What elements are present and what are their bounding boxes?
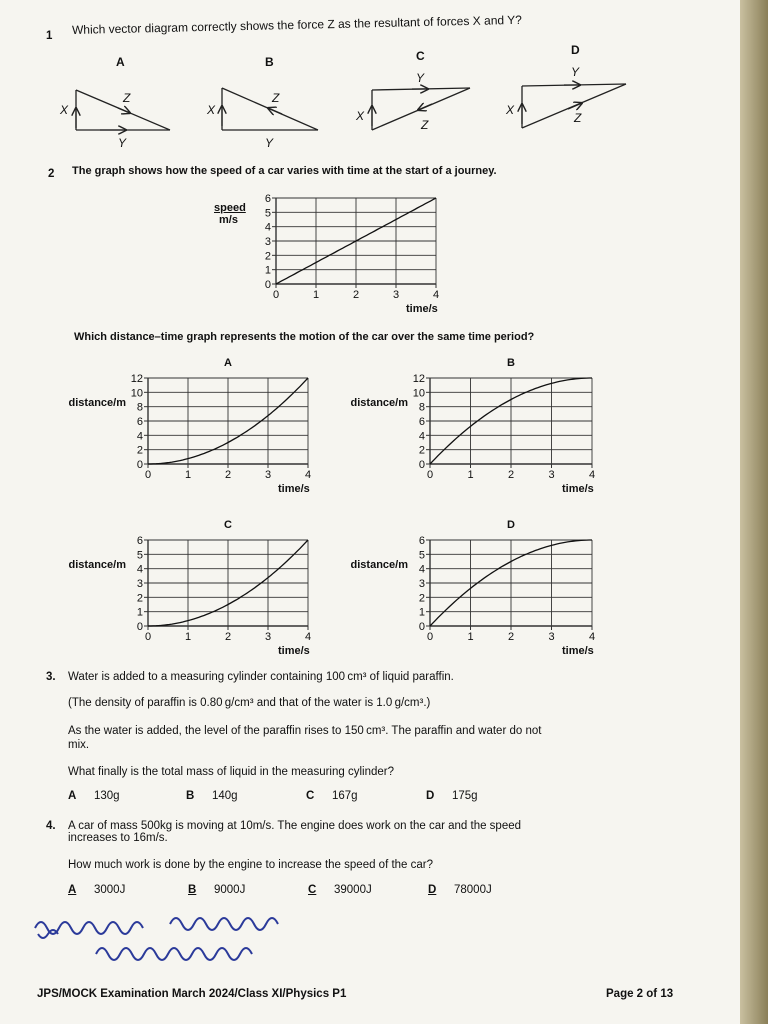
x-tick-label: 2 — [224, 469, 232, 481]
footer-exam-title: JPS/MOCK Examination March 2024/Class XI/Physics P1 — [37, 988, 347, 1000]
y-axis-label: distance/m — [68, 397, 126, 409]
y-axis-label: distance/m — [350, 559, 408, 571]
y-tick-label: 3 — [264, 236, 271, 248]
q4-number: 4. — [46, 820, 56, 832]
y-axis-label: distance/m — [350, 397, 408, 409]
y-tick-label: 3 — [418, 578, 425, 590]
q4-option-d[interactable]: D 78000J — [428, 884, 492, 896]
q1-option-label: B — [265, 55, 274, 69]
y-tick-label: 6 — [136, 535, 143, 547]
q4-option-a[interactable]: A 3000J — [68, 884, 126, 896]
q3-option-a[interactable]: A 130g — [68, 790, 120, 802]
x-axis-label: time/s — [278, 483, 310, 495]
q2-question: Which distance–time graph represents the motion of the car over the same time period? — [74, 331, 535, 343]
x-tick-label: 1 — [467, 631, 474, 643]
q4-question: How much work is done by the engine to increase the speed of the car? — [68, 859, 434, 871]
x-axis-label: time/s — [278, 645, 310, 657]
x-tick-label: 1 — [184, 469, 192, 481]
y-tick-label: 2 — [418, 592, 425, 605]
vector-label-y: Y — [265, 136, 274, 150]
y-tick-label: 6 — [418, 416, 425, 428]
q3-line3b: mix. — [68, 739, 90, 751]
y-tick-label: 0 — [264, 279, 271, 291]
chart-1 — [69, 357, 312, 495]
x-tick-label: 3 — [264, 631, 272, 643]
x-axis-label: time/s — [562, 645, 594, 657]
x-tick-label: 4 — [304, 469, 312, 481]
y-tick-label: 2 — [136, 444, 143, 457]
y-tick-label: 10 — [412, 387, 425, 400]
y-tick-label: 6 — [418, 535, 425, 547]
vector-label-y: Y — [118, 136, 127, 150]
q1-option-label: C — [416, 49, 425, 63]
y-tick-label: 8 — [418, 401, 425, 414]
y-tick-label: 4 — [418, 430, 425, 443]
y-tick-label: 5 — [136, 549, 143, 562]
y-tick-label: 6 — [264, 193, 271, 205]
x-tick-label: 0 — [144, 469, 152, 481]
y-tick-label: 8 — [136, 401, 143, 414]
q3-line2: (The density of paraffin is 0.80 g/cm³ and that of the water is 1.0 g/cm³.) — [68, 697, 431, 709]
vector-label-x: X — [207, 103, 216, 117]
y-tick-label: 4 — [264, 221, 271, 234]
q4-option-b[interactable]: B 9000J — [188, 884, 246, 896]
y-tick-label: 0 — [418, 621, 425, 633]
x-tick-label: 1 — [184, 631, 192, 643]
q1-option-label: A — [116, 55, 125, 69]
q1-option-label: D — [571, 43, 580, 57]
chart-title: B — [507, 357, 515, 369]
vector-label-z: Z — [272, 91, 280, 105]
y-tick-label: 1 — [264, 264, 271, 277]
speed-time-graph — [0, 188, 740, 318]
chart-title: D — [507, 519, 515, 531]
y-tick-label: 4 — [136, 563, 143, 576]
footer-page-number: Page 2 of 13 — [606, 988, 674, 1000]
y-tick-label: 0 — [136, 621, 143, 633]
x-tick-label: 3 — [548, 469, 555, 481]
x-tick-label: 4 — [432, 289, 440, 301]
y-tick-label: 1 — [136, 606, 143, 619]
q4-line2: increases to 16m/s. — [68, 832, 168, 844]
y-tick-label: 4 — [136, 430, 143, 443]
y-tick-label: 12 — [412, 373, 425, 385]
y-tick-label: 10 — [130, 387, 143, 400]
chart-title: C — [224, 519, 232, 531]
page-edge-background — [740, 0, 768, 1024]
y-tick-label: 5 — [418, 549, 425, 562]
x-axis-label: time/s — [406, 303, 438, 315]
vector-label-z: Z — [574, 111, 582, 125]
q1-number: 1 — [46, 30, 53, 42]
x-tick-label: 0 — [426, 469, 434, 481]
x-tick-label: 2 — [224, 631, 232, 643]
vector-label-x: X — [60, 103, 69, 117]
y-tick-label: 6 — [136, 416, 143, 428]
q3-line1: Water is added to a measuring cylinder containing 100 cm³ of liquid paraffin. — [68, 671, 454, 683]
q3-number: 3. — [46, 671, 56, 683]
q4-line1: A car of mass 500kg is moving at 10m/s. The engine does work on the car and the speed — [68, 820, 522, 832]
q3-option-c[interactable]: C 167g — [306, 790, 358, 802]
vector-label-x: X — [506, 103, 515, 117]
vector-label-x: X — [356, 109, 365, 123]
q3-line3a: As the water is added, the level of the paraffin rises to 150 cm³. The paraffin and water do not — [68, 725, 542, 737]
vector-label-z: Z — [123, 91, 131, 105]
y-tick-label: 12 — [130, 373, 143, 385]
chart-0 — [265, 193, 439, 315]
x-tick-label: 4 — [304, 631, 312, 643]
vector-label-y: Y — [416, 71, 425, 85]
y-tick-label: 2 — [136, 592, 143, 605]
q3-option-d[interactable]: D 175g — [426, 790, 478, 802]
y-tick-label: 4 — [418, 563, 425, 576]
chart-title: A — [224, 357, 232, 369]
y-tick-label: 2 — [418, 444, 425, 457]
ink-scribble — [30, 910, 330, 970]
y-tick-label: 2 — [264, 250, 271, 263]
x-tick-label: 0 — [144, 631, 152, 643]
vector-label-y: Y — [571, 65, 580, 79]
y-tick-label: 3 — [136, 578, 143, 590]
x-tick-label: 4 — [588, 469, 596, 481]
x-tick-label: 1 — [467, 469, 474, 481]
x-tick-label: 0 — [272, 289, 280, 301]
x-tick-label: 3 — [264, 469, 272, 481]
x-tick-label: 2 — [507, 631, 515, 643]
speed-axis-unit: m/s — [219, 214, 238, 226]
x-axis-label: time/s — [562, 483, 594, 495]
q3-question: What finally is the total mass of liquid in the measuring cylinder? — [68, 766, 394, 778]
q3-option-b[interactable]: B 140g — [186, 790, 238, 802]
x-tick-label: 0 — [426, 631, 434, 643]
x-tick-label: 3 — [548, 631, 555, 643]
speed-axis-label: speed — [214, 202, 246, 214]
y-axis-label: distance/m — [68, 559, 126, 571]
vector-label-z: Z — [421, 118, 429, 132]
q4-option-c[interactable]: C 39000J — [308, 884, 372, 896]
distance-time-graphs-cd — [0, 512, 740, 662]
x-tick-label: 2 — [507, 469, 515, 481]
y-tick-label: 1 — [418, 606, 425, 619]
chart-3 — [69, 519, 312, 657]
q1-text: Which vector diagram correctly shows the force Z as the resultant of forces X and Y? — [71, 12, 523, 37]
x-tick-label: 1 — [312, 289, 320, 301]
x-tick-label: 4 — [588, 631, 596, 643]
chart-2 — [351, 357, 596, 495]
y-tick-label: 0 — [418, 459, 425, 471]
q2-text: The graph shows how the speed of a car varies with time at the start of a journey. — [72, 165, 497, 177]
y-tick-label: 5 — [264, 207, 271, 220]
chart-4 — [351, 519, 596, 657]
y-tick-label: 0 — [136, 459, 143, 471]
x-tick-label: 3 — [392, 289, 400, 301]
x-tick-label: 2 — [352, 289, 360, 301]
q2-number: 2 — [48, 168, 55, 180]
